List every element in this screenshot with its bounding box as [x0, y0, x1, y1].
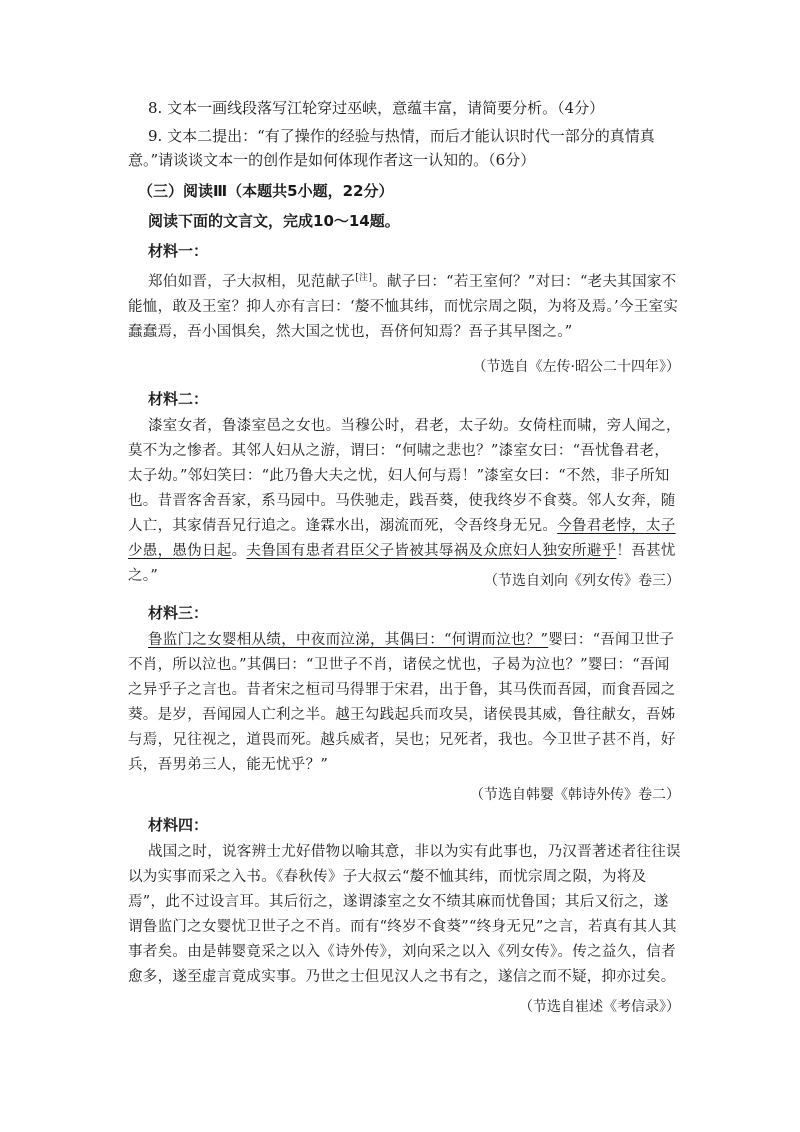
material-3-underline: 鲁监门之女婴相从绩，中夜而泣涕，其偶曰：“何谓而泣也？”: [148, 632, 549, 648]
material-2-end: ！吾甚忧之。”: [128, 543, 676, 584]
material-2-body: 漆室女者，鲁漆室邑之女也。当穆公时，君老，太子幼。女倚柱而啸，旁人闻之，莫不为之惨者。其邻人妇从之游，谓曰：“何啸之悲也？”漆室女曰：“吾忧鲁君老，太子幼。”邻妇笑曰：“此乃鲁大夫之忧，妇人何与焉！”漆室女曰：“不然，非子所知也。昔晋客舍吾家，系马园中。马佚驰走，践吾葵，使我终岁不食葵。邻人女奔，随人亡，其家倩吾兄行追之。逢霖水出，溺流而死，令吾终身无兄。: [128, 418, 681, 534]
material-2-underline-2: 夫鲁国有患者君臣父子皆被其辱祸及众庶妇人独安所避乎: [246, 543, 617, 559]
material-4-heading: 材料四：: [148, 816, 209, 834]
question-9: [128, 124, 684, 172]
material-2-underline-1: 今鲁君老悖，太子少愚，愚伪日起: [128, 518, 676, 559]
section-title: （三）阅读Ⅲ（本题共5小题，22分）: [138, 182, 394, 200]
material-2-text: [128, 414, 682, 589]
material-2-mid: 。: [231, 543, 247, 559]
material-1-text-b: 。献子曰：“若王室何？”对曰：“老夫其国家不能恤，敢及王室？抑人亦有言曰：‘嫠不恤其纬，而忧宗周之陨，为将及焉。’今王室实蠢蠢焉，吾小国惧矣，然大国之忧也，吾侪何知焉？吾子其早图之。”: [128, 273, 679, 340]
material-1-heading: 材料一：: [148, 242, 209, 260]
question-8-text: 8. 文本一画线段落写江轮穿过巫峡，意蕴丰富，请简要分析。（4分）: [148, 99, 605, 117]
section-instruction: 阅读下面的文言文，完成10～14题。: [148, 212, 400, 230]
material-2-source: （节选自刘向《列女传》卷三）: [484, 573, 680, 589]
material-4-source: （节选自崔述《考信录》）: [519, 999, 680, 1015]
material-3-source: （节选自韩婴《韩诗外传》卷二）: [470, 787, 680, 803]
material-3-heading: 材料三：: [148, 604, 209, 622]
material-4-text: 战国之时，说客辨士尤好借物以喻其意，非以为实有此事也，乃汉晋著述者往往误以为实事而采之入书。《春秋传》子大叔云“嫠不恤其纬，而忧宗周之陨，为将及焉”，此不过设言耳。其后衍之，遂谓漆室之女不绩其麻而忧鲁国；其后又衍之，遂谓鲁监门之女婴忧卫世子之不肖。而有“终岁不食葵”“终身无兄”之言，若真有其人其事者矣。由是韩婴竟采之以入《诗外传》，刘向采之以入《列女传》。传之益久，信者愈多，遂至虚言竟成实事。乃世之士但见汉人之书有之，遂信之而不疑，抑亦过矣。: [128, 844, 681, 985]
question-9-text: 9. 文本二提出：“有了操作的经验与热情，而后才能认识时代一部分的真情真意。”请谈谈文本一的创作是如何体现作者这一认知的。（6分）: [128, 127, 655, 169]
material-1-text: [128, 266, 682, 345]
material-2-heading: 材料二：: [148, 390, 209, 408]
material-3-text: [128, 628, 682, 778]
material-3-body: 婴曰：“吾闻卫世子不肖，所以泣也。”其偶曰：“卫世子不肖，诸侯之忧也，子曷为泣也？”婴曰：“吾闻之异乎子之言也。昔者宋之桓司马得罪于宋君，出于鲁，其马佚而吾园，而食吾园之葵。是岁，吾闻园人亡利之半。越王勾践起兵而攻吴，诸侯畏其威，鲁往献女，吾姊与焉，兄往视之，道畏而死。越兵威者，吴也；兄死者，我也。今卫世子甚不肖，好兵，吾男弟三人，能无忧乎？”: [128, 632, 676, 773]
material-1-source: （节选自《左传·昭公二十四年》）: [472, 359, 680, 375]
material-1-text-a: 郑伯如晋，子大叔相，见范献子: [148, 273, 356, 290]
question-8: [128, 96, 684, 120]
footnote-marker: [注]: [355, 273, 373, 283]
